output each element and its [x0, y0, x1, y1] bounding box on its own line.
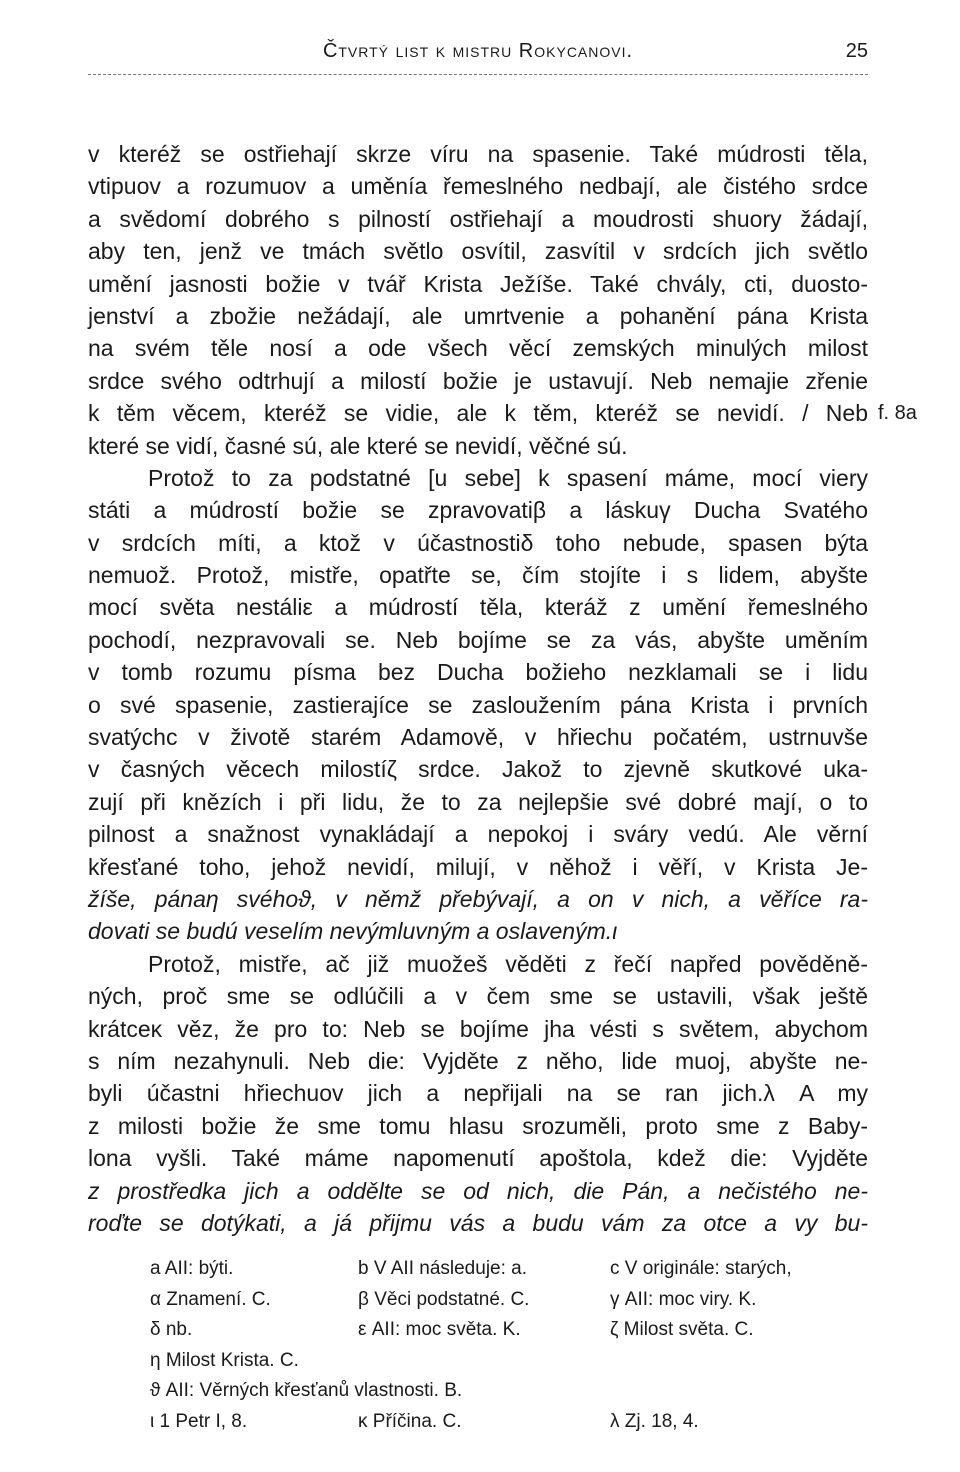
running-title: Čtvrtý list k mistru Rokycanovi. — [322, 40, 634, 62]
text-line: žíše, pánaη svéhoϑ, v němž přebývají, a on v nich, a věříce ra- — [88, 885, 868, 912]
text-line: nemuož. Protož, mistře, opatřte se, čím stojíte i s lidem, abyšte — [88, 562, 868, 589]
footnote: λ Zj. 18, 4. — [610, 1410, 699, 1432]
text-line: v tomb rozumu písma bez Ducha božieho nezklamali se i lidu — [88, 659, 868, 686]
text-line: vtipuov a rozumuov a uměnía řemeslného nedbají, ale čistého srdce — [88, 173, 868, 200]
text-line: umění jasnosti božie v tvář Krista Ježíše. Také chvály, cti, duosto- — [88, 270, 868, 297]
text-line: roďte se dotýkati, a já přijmu vás a budu vám za otce a vy bu- — [88, 1209, 868, 1236]
text-line: mocí světa nestáliε a múdrostí těla, kteráž z umění řemeslného — [88, 594, 868, 621]
text-line: v kteréž se ostřiehají skrze víru na spasenie. Také múdrosti těla, — [88, 141, 868, 167]
text-line: byli účastni hřiechuov jich a nepřijali na se ran jich.λ A my — [88, 1080, 868, 1107]
footnote: ϑ AII: Věrných křesťanů vlastnosti. B. — [150, 1380, 463, 1401]
text-line: dovati se budú veselím nevýmluvným a oslaveným.ι — [88, 918, 618, 945]
text-line: pochodí, nezpravovali se. Neb bojíme se za vás, abyšte uměním — [88, 626, 868, 653]
text-line: které se vidí, časné sú, ale které se nevidí, věčné sú. — [88, 432, 628, 459]
text-line: srdce svého odtrhují a milostí božie je ustavují. Neb nemajie zřenie — [88, 367, 868, 394]
footnote-row — [150, 1346, 870, 1377]
footnote: ι 1 Petr I, 8. — [150, 1410, 248, 1432]
text-line: krátceκ věz, že pro to: Neb se bojíme jha vésti s světem, abychom — [88, 1015, 868, 1042]
text-line: ných, proč sme se odlúčili a v čem sme se ustavili, však ještě — [88, 983, 868, 1010]
footnotes — [150, 1254, 870, 1437]
text-line: Protož to za podstatné [u sebe] k spasení máme, mocí viery — [148, 464, 868, 491]
footnote-row — [150, 1376, 870, 1407]
footnote-row — [150, 1315, 870, 1346]
text-line: v srdcích míti, a ktož v účastnostiδ toho nebude, spasen býta — [88, 529, 868, 556]
footnote: β Věci podstatné. C. — [358, 1288, 530, 1310]
header-rule — [88, 74, 868, 75]
text-line: a svědomí dobrého s pilností ostřiehají a moudrosti shuory žádají, — [88, 205, 868, 232]
footnote-row — [150, 1254, 870, 1285]
text-line: státi a múdrostí božie se zpravovatiβ a láskuγ Ducha Svatého — [88, 497, 868, 524]
text-line: v časných věcech milostíζ srdce. Jakož to zjevně skutkové uka- — [88, 756, 868, 783]
footnote: ζ Milost světa. C. — [610, 1319, 754, 1340]
text-line: křesťané toho, jehož nevidí, milují, v něhož i věří, v Krista Je- — [88, 853, 868, 880]
footnote: ε AII: moc světa. K. — [358, 1319, 521, 1340]
text-line: k těm věcem, kteréž se vidie, ale k těm, kteréž se nevidí. / Neb — [88, 400, 868, 427]
footnote: b V AII následuje: a. — [358, 1258, 528, 1279]
text-line: s ním nezahynuli. Neb die: Vyjděte z něho, lide muoj, abyšte ne- — [88, 1047, 868, 1074]
text-line: pilnost a snažnost vynakládají a nepokoj i sváry vedú. Ale věrní — [88, 821, 868, 848]
footnote: κ Příčina. C. — [358, 1410, 462, 1432]
page-number: 25 — [845, 40, 868, 62]
footnote: γ AII: moc viry. K. — [610, 1288, 757, 1310]
folio-margin-note: f. 8a — [878, 402, 917, 425]
text-line: z milosti božie že sme tomu hlasu srozuměli, proto sme z Baby- — [88, 1112, 868, 1139]
footnote: c V originále: starých, — [610, 1258, 792, 1279]
footnote-row — [150, 1407, 870, 1438]
text-line: na svém těle nosí a ode všech věcí zemských minulých milost — [88, 335, 868, 362]
text-line: z prostředka jich a oddělte se od nich, die Pán, a nečistého ne- — [88, 1177, 868, 1204]
text-line: jenství a zbožie nežádají, ale umrtvenie a pohanění pána Krista — [88, 302, 868, 329]
text-line: svatýchc v životě starém Adamově, v hřiechu počatém, ustrnuvše — [88, 724, 868, 751]
text-line: o své spasenie, zastierajíce se zasloužením pána Krista i prvních — [88, 691, 868, 718]
text-line: Protož, mistře, ač již muožeš věděti z řečí napřed pověděně- — [148, 950, 868, 977]
footnote: α Znamení. C. — [150, 1288, 271, 1310]
text-line-with-margin — [88, 397, 917, 429]
footnote: δ nb. — [150, 1319, 193, 1340]
text-line: zují při knězích i při lidu, že to za nejlepšie své dobré mají, o to — [88, 788, 868, 815]
text-line: aby ten, jenž ve tmách světlo osvítil, zasvítil v srdcích jich světlo — [88, 238, 868, 265]
page-header — [88, 40, 868, 70]
footnote: a AII: býti. — [150, 1258, 234, 1279]
footnote: η Milost Krista. C. — [150, 1349, 299, 1371]
footnote-row — [150, 1285, 870, 1316]
text-line: lona vyšli. Také máme napomenutí apoštola, kdež die: Vyjděte — [88, 1145, 868, 1172]
body-text — [88, 138, 917, 1239]
